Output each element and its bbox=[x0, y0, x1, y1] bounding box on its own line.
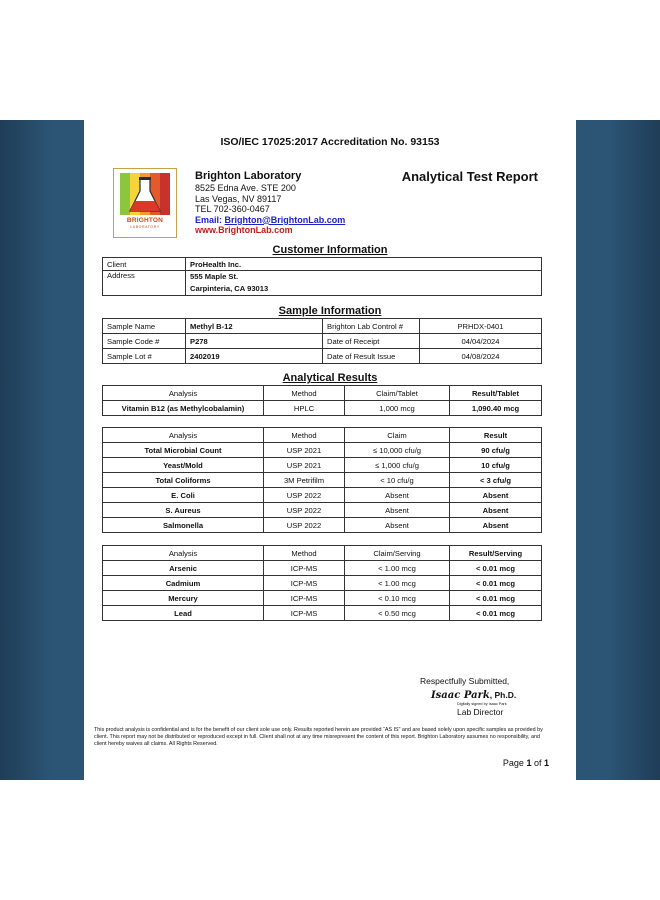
lab-address-2: Las Vegas, NV 89117 bbox=[195, 193, 282, 204]
sample-label: Sample Code # bbox=[103, 334, 186, 349]
table-cell: Cadmium bbox=[103, 576, 264, 591]
report-title: Analytical Test Report bbox=[401, 169, 538, 184]
sample-label: Sample Lot # bbox=[103, 349, 186, 364]
table-row bbox=[103, 591, 542, 606]
table-cell: Total Microbial Count bbox=[103, 443, 264, 458]
sample-value: 04/08/2024 bbox=[420, 349, 542, 364]
table-row bbox=[103, 271, 542, 296]
table-cell: S. Aureus bbox=[103, 503, 264, 518]
page-current: 1 bbox=[526, 758, 532, 768]
table-cell: Yeast/Mold bbox=[103, 458, 264, 473]
table-cell: 90 cfu/g bbox=[450, 443, 542, 458]
digital-signature-note: Digitally signed by Isaac Park bbox=[457, 702, 507, 706]
table-cell: Absent bbox=[450, 503, 542, 518]
table-cell: Absent bbox=[450, 488, 542, 503]
email-label: Email: bbox=[195, 214, 225, 225]
table-cell: USP 2022 bbox=[264, 503, 345, 518]
table-cell: Arsenic bbox=[103, 561, 264, 576]
table-row bbox=[103, 488, 542, 503]
address-line-2: Carpinteria, CA 93013 bbox=[190, 284, 269, 293]
column-header: Result bbox=[450, 428, 542, 443]
table-row bbox=[103, 258, 542, 271]
table-cell: < 0.01 mcg bbox=[450, 561, 542, 576]
sample-label: Date of Result Issue bbox=[323, 349, 420, 364]
table-cell: USP 2022 bbox=[264, 518, 345, 533]
column-header: Claim/Tablet bbox=[345, 386, 450, 401]
logo-subtitle: LABORATORY bbox=[130, 225, 160, 229]
brighton-logo bbox=[113, 168, 177, 238]
table-cell: ≤ 10,000 cfu/g bbox=[345, 443, 450, 458]
table-cell: 1,000 mcg bbox=[345, 401, 450, 416]
sample-label: Brighton Lab Control # bbox=[323, 319, 420, 334]
signature-row bbox=[431, 690, 516, 701]
column-header: Method bbox=[264, 386, 345, 401]
table-cell: < 1.00 mcg bbox=[345, 576, 450, 591]
table-cell: < 3 cfu/g bbox=[450, 473, 542, 488]
customer-info-title: Customer Information bbox=[272, 244, 388, 256]
table-cell: Mercury bbox=[103, 591, 264, 606]
table-cell: Absent bbox=[345, 503, 450, 518]
signoff-block bbox=[420, 676, 516, 718]
column-header: Result/Tablet bbox=[450, 386, 542, 401]
email-link[interactable]: Brighton@BrightonLab.com bbox=[224, 214, 346, 225]
table-row bbox=[103, 503, 542, 518]
table-cell: < 0.01 mcg bbox=[450, 591, 542, 606]
table-cell: ICP-MS bbox=[264, 576, 345, 591]
heavy-metals-table bbox=[102, 545, 542, 621]
signature: Isaac Park bbox=[431, 690, 490, 701]
table-cell: Absent bbox=[345, 518, 450, 533]
credential: , Ph.D. bbox=[489, 690, 517, 700]
lab-name: Brighton Laboratory bbox=[195, 170, 302, 182]
table-cell: Absent bbox=[450, 518, 542, 533]
table-cell: USP 2021 bbox=[264, 458, 345, 473]
lab-address-1: 8525 Edna Ave. STE 200 bbox=[195, 183, 296, 193]
table-header-row bbox=[103, 386, 542, 401]
submitted-text: Respectfully Submitted, bbox=[420, 676, 510, 686]
table-cell: < 1.00 mcg bbox=[345, 561, 450, 576]
column-header: Result/Serving bbox=[450, 546, 542, 561]
table-cell: USP 2022 bbox=[264, 488, 345, 503]
sample-label: Date of Receipt bbox=[323, 334, 420, 349]
flask-icon bbox=[114, 169, 176, 217]
table-cell: < 0.01 mcg bbox=[450, 576, 542, 591]
column-header: Analysis bbox=[103, 546, 264, 561]
table-cell: Lead bbox=[103, 606, 264, 621]
table-cell: Absent bbox=[345, 488, 450, 503]
table-cell: E. Coli bbox=[103, 488, 264, 503]
column-header: Method bbox=[264, 546, 345, 561]
table-cell: USP 2021 bbox=[264, 443, 345, 458]
table-row bbox=[103, 349, 542, 364]
table-row bbox=[103, 334, 542, 349]
page-of: of bbox=[531, 758, 544, 768]
disclaimer-text: This product analysis is confidential and is for the benefit of our client sole use only. Results reported herein are provided “AS IS” and are based solely upon specific samples as provided by client. This report may not be distributed or reproduced except in full. Client shall not at any time misrepresent the content of this report. Brighton Laboratory assumes no responsibility, and client hereby waives all claims. All Rights Reserved. bbox=[94, 727, 543, 747]
potency-table bbox=[102, 385, 542, 416]
table-header-row bbox=[103, 428, 542, 443]
table-cell: < 10 cfu/g bbox=[345, 473, 450, 488]
column-header: Claim/Serving bbox=[345, 546, 450, 561]
sample-value: 2402019 bbox=[186, 349, 323, 364]
microbial-table bbox=[102, 427, 542, 533]
table-row bbox=[103, 443, 542, 458]
table-cell: 10 cfu/g bbox=[450, 458, 542, 473]
table-cell: Vitamin B12 (as Methylcobalamin) bbox=[103, 401, 264, 416]
address-value bbox=[186, 271, 542, 296]
analytical-results-title: Analytical Results bbox=[282, 372, 378, 384]
column-header: Method bbox=[264, 428, 345, 443]
table-row bbox=[103, 319, 542, 334]
table-row bbox=[103, 458, 542, 473]
table-row bbox=[103, 473, 542, 488]
signer-role: Lab Director bbox=[457, 707, 504, 717]
address-label: Address bbox=[103, 271, 186, 296]
accreditation-line: ISO/IEC 17025:2017 Accreditation No. 93153 bbox=[220, 136, 440, 148]
table-cell: ICP-MS bbox=[264, 561, 345, 576]
report-page bbox=[84, 120, 576, 780]
table-cell: < 0.10 mcg bbox=[345, 591, 450, 606]
table-cell: HPLC bbox=[264, 401, 345, 416]
column-header: Analysis bbox=[103, 428, 264, 443]
sample-value: Methyl B-12 bbox=[186, 319, 323, 334]
table-cell: Salmonella bbox=[103, 518, 264, 533]
sample-value: 04/04/2024 bbox=[420, 334, 542, 349]
lab-info bbox=[195, 170, 345, 236]
page-total: 1 bbox=[543, 758, 549, 768]
table-cell: ICP-MS bbox=[264, 606, 345, 621]
table-cell: ≤ 1,000 cfu/g bbox=[345, 458, 450, 473]
sample-value: P278 bbox=[186, 334, 323, 349]
client-value: ProHealth Inc. bbox=[186, 258, 542, 271]
client-label: Client bbox=[103, 258, 186, 271]
table-row bbox=[103, 561, 542, 576]
customer-table bbox=[102, 257, 542, 296]
sample-table bbox=[102, 318, 542, 364]
table-row bbox=[103, 518, 542, 533]
page-prefix: Page bbox=[502, 758, 527, 768]
column-header: Analysis bbox=[103, 386, 264, 401]
lab-website[interactable]: www.BrightonLab.com bbox=[195, 225, 293, 236]
table-cell: < 0.01 mcg bbox=[450, 606, 542, 621]
table-header-row bbox=[103, 546, 542, 561]
table-cell: < 0.50 mcg bbox=[345, 606, 450, 621]
table-cell: 3M Petrifilm bbox=[264, 473, 345, 488]
table-cell: 1,090.40 mcg bbox=[450, 401, 542, 416]
column-header: Claim bbox=[345, 428, 450, 443]
lab-phone: TEL 702-360-0467 bbox=[195, 204, 270, 215]
logo-brand: BRIGHTON bbox=[126, 217, 164, 224]
address-line-1: 555 Maple St. bbox=[190, 272, 239, 281]
page-number bbox=[503, 758, 549, 768]
table-row bbox=[103, 576, 542, 591]
sample-info-title: Sample Information bbox=[278, 305, 382, 317]
sample-label: Sample Name bbox=[103, 319, 186, 334]
table-row bbox=[103, 606, 542, 621]
table-cell: ICP-MS bbox=[264, 591, 345, 606]
sample-value: PRHDX-0401 bbox=[420, 319, 542, 334]
table-row bbox=[103, 401, 542, 416]
lab-email-row bbox=[195, 215, 345, 226]
table-cell: Total Coliforms bbox=[103, 473, 264, 488]
